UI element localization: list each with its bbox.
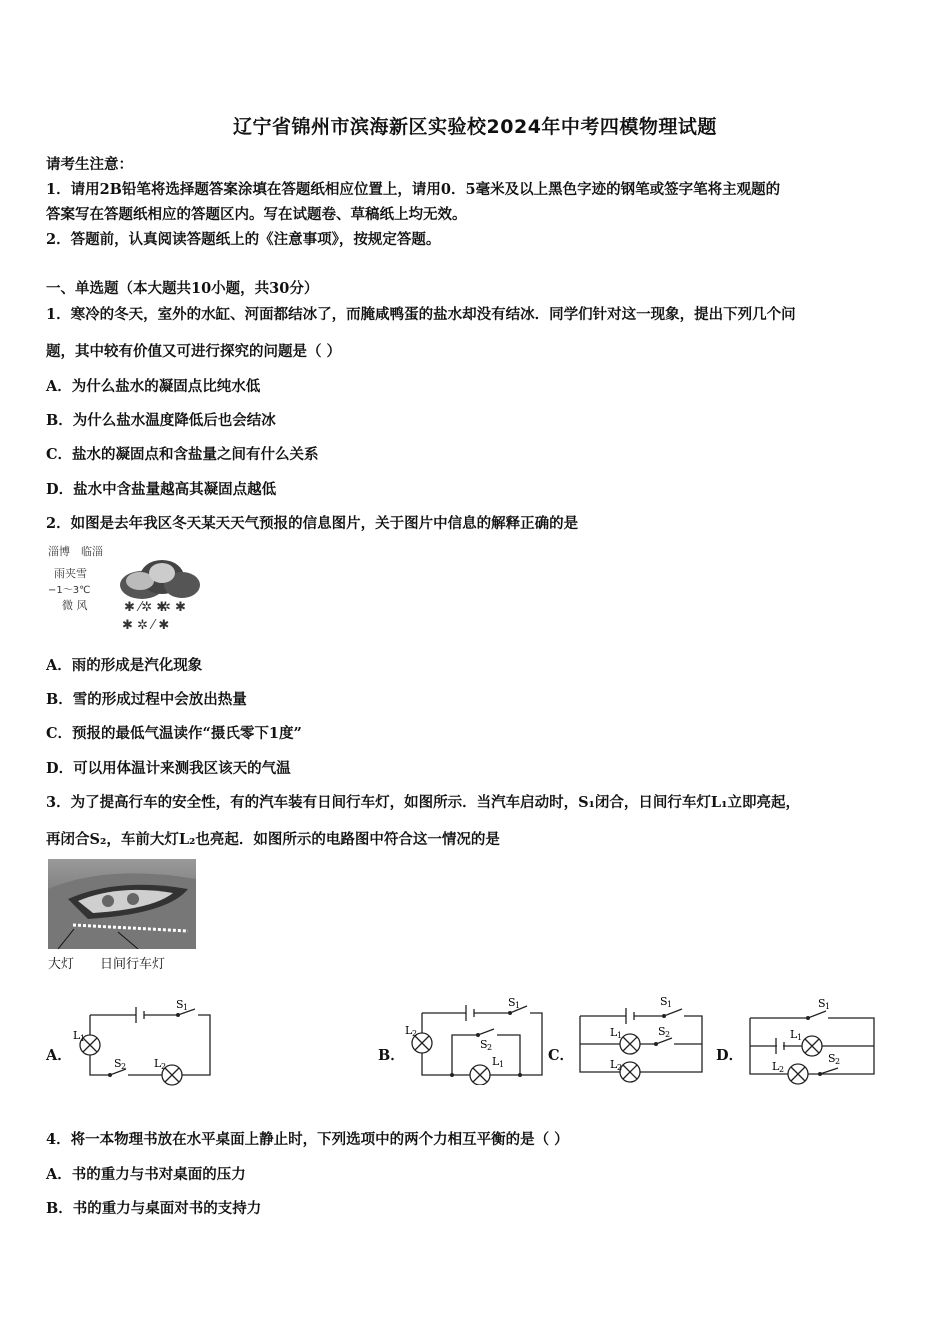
circuit-diagram-c xyxy=(576,990,706,1086)
svg-text:L: L xyxy=(154,1057,162,1070)
svg-text:1: 1 xyxy=(667,1000,673,1009)
q1-stem-line-2: 题，其中较有价值又可进行探究的问题是（ ） xyxy=(46,343,342,360)
svg-text:2: 2 xyxy=(487,1043,493,1052)
svg-text:2: 2 xyxy=(412,1029,418,1038)
svg-text:L: L xyxy=(790,1028,798,1041)
q1-option-b: B．为什么盐水温度降低后也会结冰 xyxy=(46,412,276,429)
svg-text:L: L xyxy=(610,1058,618,1071)
weather-temp: −1～3℃ xyxy=(48,585,91,596)
q1-option-a: A．为什么盐水的凝固点比纯水低 xyxy=(46,378,261,395)
svg-text:✱ ✲ ⁄ ✱: ✱ ✲ ⁄ ✱ xyxy=(122,618,170,633)
circuit-diagram-d xyxy=(746,992,878,1088)
photo-label-headlight: 大灯 xyxy=(48,957,75,972)
q1-option-c: C．盐水的凝固点和含盐量之间有什么关系 xyxy=(46,446,319,463)
q1-option-d: D．盐水中含盐量越高其凝固点越低 xyxy=(46,481,277,498)
svg-text:L: L xyxy=(73,1029,81,1042)
notice-line-1: 1．请用2B铅笔将选择题答案涂填在答题纸相应位置上，请用0．5毫米及以上黑色字迹的钢笔或签字笔将主观题的 xyxy=(46,181,781,198)
svg-text:S: S xyxy=(818,997,826,1010)
svg-text:2: 2 xyxy=(121,1062,127,1071)
svg-text:L: L xyxy=(405,1024,413,1037)
rain-snow-cloud-icon xyxy=(112,555,208,633)
svg-text:L: L xyxy=(772,1060,780,1073)
svg-text:1: 1 xyxy=(515,1001,521,1010)
svg-text:2: 2 xyxy=(161,1062,167,1071)
svg-text:2: 2 xyxy=(779,1065,785,1074)
q3-stem-line-2: 再闭合S₂，车前大灯L₂也亮起．如图所示的电路图中符合这一情况的是 xyxy=(46,831,500,848)
svg-text:S: S xyxy=(480,1038,488,1051)
weather-city: 淄博 临淄 xyxy=(48,545,103,558)
svg-text:S: S xyxy=(828,1052,836,1065)
svg-text:1: 1 xyxy=(825,1002,831,1011)
svg-text:✱ ⁄✲ ✱: ✱ ⁄✲ ✱ xyxy=(124,600,168,615)
svg-text:1: 1 xyxy=(797,1033,803,1042)
q2-option-b: B．雪的形成过程中会放出热量 xyxy=(46,691,247,708)
q3-stem-line-1: 3．为了提高行车的安全性，有的汽车装有日间行车灯，如图所示．当汽车启动时，S₁闭合，日间行车灯L₁立即亮起， xyxy=(46,794,800,811)
q1-stem-line-1: 1．寒冷的冬天，室外的水缸、河面都结冰了，而腌咸鸭蛋的盐水却没有结冰．同学们针对这一现象，提出下列几个问 xyxy=(46,306,796,323)
svg-text:2: 2 xyxy=(665,1030,671,1039)
q3-option-d: D． xyxy=(716,1047,744,1064)
svg-text:L: L xyxy=(610,1026,618,1039)
svg-text:1: 1 xyxy=(499,1060,505,1069)
circuit-diagram-a xyxy=(70,995,215,1087)
notice-heading: 请考生注意： xyxy=(46,156,133,173)
weather-type: 雨夹雪 xyxy=(54,567,87,580)
svg-text:S: S xyxy=(658,1025,666,1038)
photo-label-daytime-light: 日间行车灯 xyxy=(100,957,166,972)
svg-text:1: 1 xyxy=(183,1003,189,1012)
svg-text:2: 2 xyxy=(617,1063,623,1072)
svg-text:✲ ✱: ✲ ✱ xyxy=(160,600,186,615)
weather-wind: 微 风 xyxy=(62,599,88,612)
notice-line-2: 2．答题前，认真阅读答题纸上的《注意事项》，按规定答题。 xyxy=(46,231,441,248)
svg-text:S: S xyxy=(176,998,184,1011)
svg-text:S: S xyxy=(114,1057,122,1070)
q4-stem: 4．将一本物理书放在水平桌面上静止时，下列选项中的两个力相互平衡的是（ ） xyxy=(46,1131,569,1148)
weather-figure xyxy=(46,541,211,633)
q4-option-b: B．书的重力与桌面对书的支持力 xyxy=(46,1200,262,1217)
q3-option-c: C． xyxy=(548,1047,575,1064)
page-title: 辽宁省锦州市滨海新区实验校2024年中考四模物理试题 xyxy=(233,116,717,138)
notice-line-1b: 答案写在答题纸相应的答题区内。写在试题卷、草稿纸上均无效。 xyxy=(46,206,467,223)
svg-text:L: L xyxy=(492,1055,500,1068)
svg-text:1: 1 xyxy=(80,1034,86,1043)
q2-option-d: D．可以用体温计来测我区该天的气温 xyxy=(46,760,291,777)
svg-text:2: 2 xyxy=(835,1057,841,1066)
q3-option-b: B． xyxy=(378,1047,405,1064)
car-headlight-photo xyxy=(48,859,196,949)
q2-option-c: C．预报的最低气温读作“摄氏零下1度” xyxy=(46,725,302,742)
q4-option-a: A．书的重力与书对桌面的压力 xyxy=(46,1166,246,1183)
circuit-diagram-b xyxy=(400,993,548,1085)
svg-text:S: S xyxy=(660,995,668,1008)
section-heading: 一、单选题（本大题共10小题，共30分） xyxy=(46,280,319,297)
q2-stem: 2．如图是去年我区冬天某天天气预报的信息图片，关于图片中信息的解释正确的是 xyxy=(46,515,579,532)
svg-text:1: 1 xyxy=(617,1031,623,1040)
q2-option-a: A．雨的形成是汽化现象 xyxy=(46,657,203,674)
q3-option-a: A． xyxy=(46,1047,72,1064)
svg-text:S: S xyxy=(508,996,516,1009)
